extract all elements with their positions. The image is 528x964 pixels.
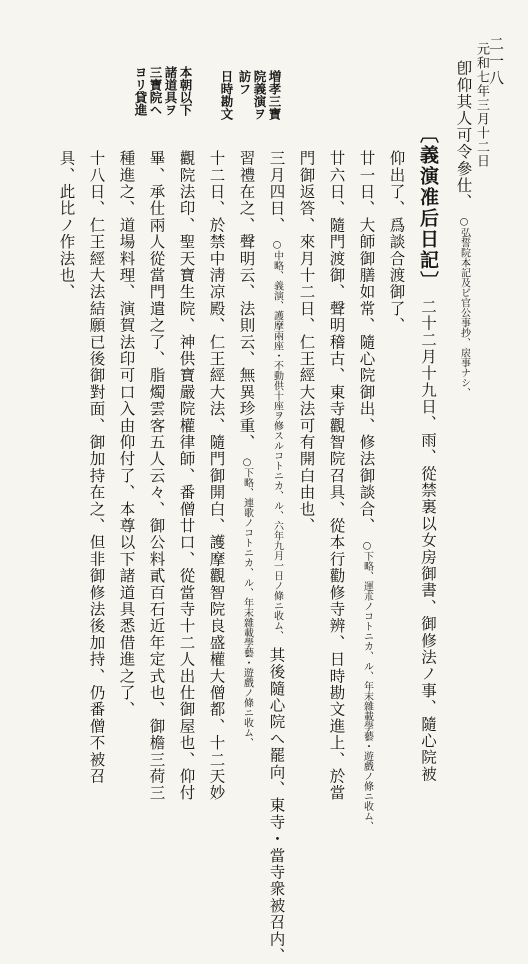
column-7 [298,150,314,770]
column-11-text: 觀院法印、聖天寶生院、神供寶嚴院權律師、番僧廿口、從當寺十二人出仕御屋也、仰付 [177,150,196,802]
column-5 [357,150,376,832]
page-number: 二一八 [487,36,505,87]
side-note-shodogu: 本朝以下諸道具ヲ三寶院ヘヨリ貸進 [133,66,193,116]
column-5-text: 廿一日、大師御膳如常、隨心院御出、修法御談合、 [357,150,376,535]
column-12-text: 畢、承仕兩人從當門遣之了、脂燭雲客五人云々、御公料貳百石近年定式也、御檐三荷三 [147,150,166,802]
column-6-text: 廿六日、隨門渡御、聲明稽古、東寺觀智院召具、從本行勸修寺辨、日時勘文進上、於當 [327,150,346,802]
source-heading: 〔義演准后日記〕 [417,124,439,292]
column-13-text: 種進之、道場料理、演賀法印可口入由仰付了、本尊以下諸道具悉借進之了、 [117,150,136,718]
column-4 [388,150,404,770]
side-note-sanpoin: 増孝三寶院義演ヲ訪フ [237,70,282,120]
column-3-text: 二十二月十九日、雨、從禁裏以女房御書、御修法ノ事、隨心院被 [419,298,437,783]
column-15 [58,150,74,770]
column-13 [118,150,134,770]
column-10-text: 十二日、於禁中淸凉殿、仁王經大法、隨門御開白、護摩觀智院良盛權大僧都、十二天妙 [207,150,226,802]
column-10 [207,150,226,802]
column-3 [417,124,439,783]
column-12 [147,150,166,802]
column-6 [327,150,346,802]
column-1-text: 卽仰其人可令參仕、 [454,60,473,211]
column-9-note: ○下略、連歌ノコトニカ、ル、年末雜載學藝・遊戲ノ條ニ收ム、 [241,456,253,748]
column-1 [455,60,471,680]
column-1-note: ○弘誓院本記及ビ官公事抄、扆事ナシ、 [458,216,470,398]
side-note-nichiji-kanmon: 日時勘文 [219,70,234,120]
column-15-text: 具、此比ノ作法也、 [57,150,76,301]
column-5-note: ○下略、運朮ノコトニカ、ル、年末雜載學藝・遊戲ノ條ニ收ム、 [361,540,373,832]
column-9 [238,150,254,770]
column-7-text: 門御返答、來月十二日、仁王經大法可有開白由也、 [297,150,316,535]
column-8 [267,150,286,964]
column-8-note: ○中略、義演、護摩兩座・不動供十座ヲ修スルコトニカ、ル、六年九月一日ノ條ニ收ム、 [271,239,283,641]
column-14-text: 十八日、仁王經大法結願已後御對面、御加持在之、但非御修法後加持、仍番僧不被召 [87,150,106,785]
column-11 [177,150,196,802]
running-head: 元和七年三月十二日 [474,42,489,168]
column-8-text2: 其後隨心院へ罷向、東寺・當寺衆被召内、 [267,646,286,964]
column-9-text: 習禮在之、聲明云、法則云、無異珍重、 [237,150,256,451]
column-8-text: 三月四日、 [267,150,286,234]
column-4-text: 仰出了、爲談合渡御了、 [387,150,406,334]
column-14 [87,150,106,785]
